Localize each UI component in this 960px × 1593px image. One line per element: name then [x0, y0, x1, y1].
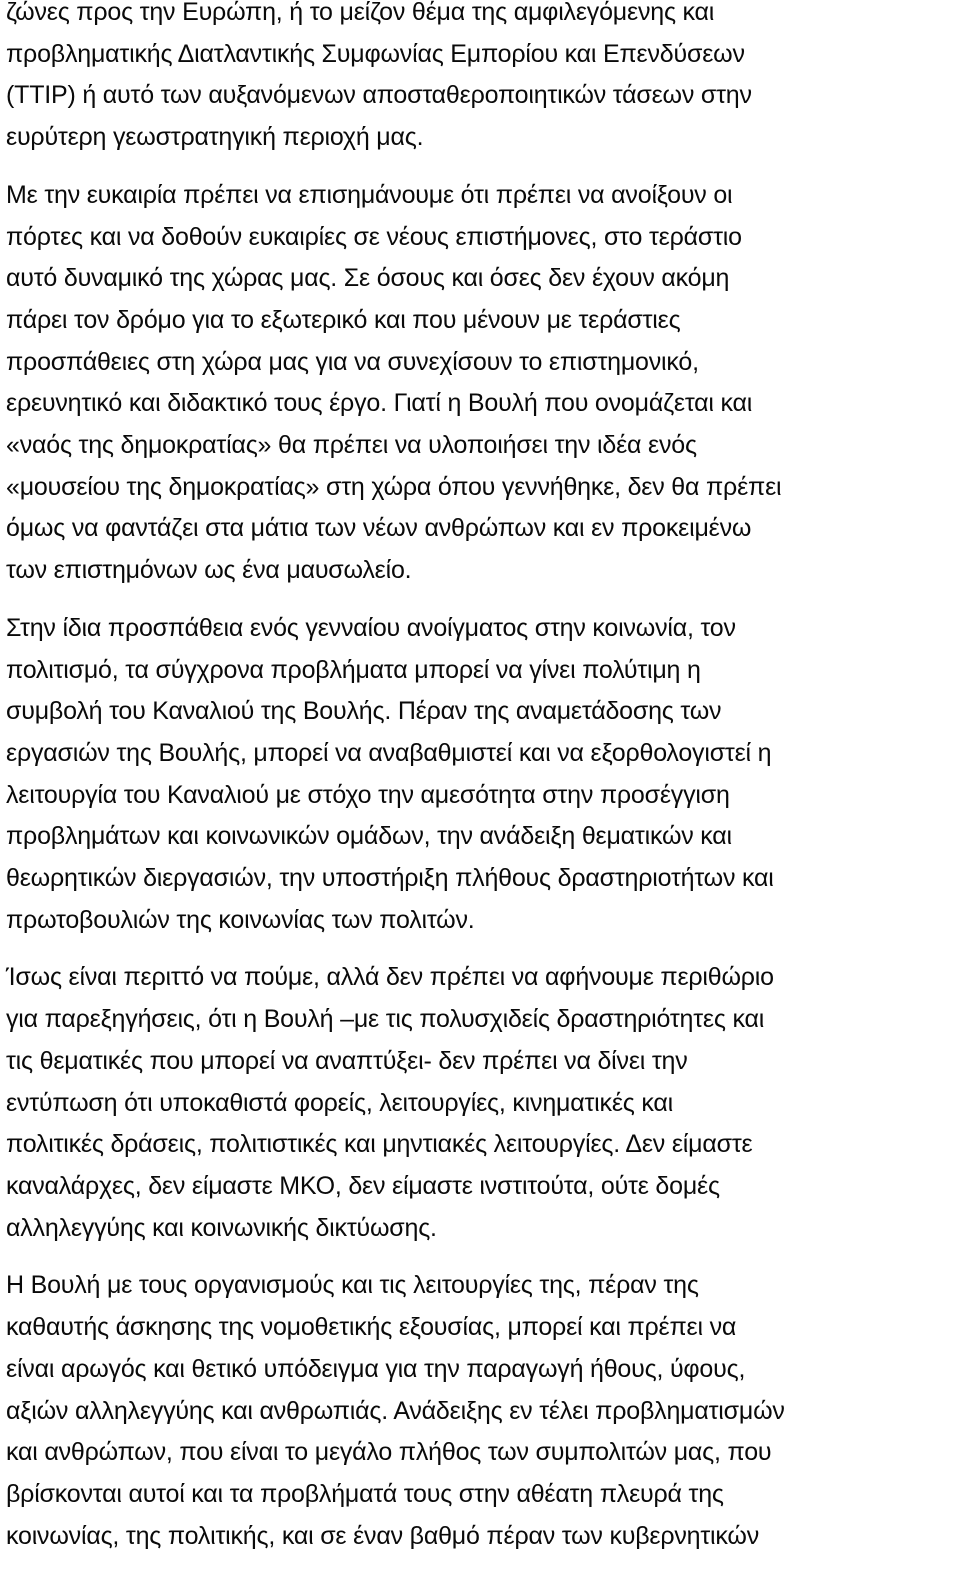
- paragraph-2: Με την ευκαιρία πρέπει να επισημάνουμε ότι πρέπει να ανοίξουν οι πόρτες και να δοθούν ευκαιρίες σε νέους επιστήμονες, στο τεράστιο αυτό δυναμικό της χώρας μας. Σε όσους και όσες δεν έχουν ακόμη πάρει τον δρόμο για το εξωτερικό και που μένουν με τεράστιες προσπάθειες στη χώρα μας για να συνεχίσουν το επιστημονικό, ερευνητικό και διδακτικό τους έργο. Γιατί η Βουλή που ονομάζεται και «ναός της δημοκρατίας» θα πρέπει να υλοποιήσει την ιδέα ενός «μουσείου της δημοκρατίας» στη χώρα όπου γεννήθηκε, δεν θα πρέπει όμως να φαντάζει στα μάτια των νέων ανθρώπων και εν προκειμένω των επιστημόνων ως ένα μαυσωλείο.: [6, 180, 782, 585]
- paragraph-5: Η Βουλή με τους οργανισμούς και τις λειτουργίες της, πέραν της καθαυτής άσκησης της νομοθετικής εξουσίας, μπορεί και πρέπει να είναι αρωγός και θετικό υπόδειγμα για την παραγωγή ήθους, ύφους, αξιών αλληλεγγύης και ανθρωπιάς. Ανάδειξης εν τέλει προβληματισμών και ανθρώπων, που είναι το μεγάλο πλήθος των συμπολιτών μας, που βρίσκονται αυτοί και τα προβλήματά τους στην αθέατη πλευρά της κοινωνίας, της πολιτικής, και σε έναν βαθμό πέραν των κυβερνητικών: [6, 1271, 785, 1550]
- paragraph-1: ζώνες προς την Ευρώπη, ή το μείζον θέμα της αμφιλεγόμενης και προβληματικής Διατλαντικής Συμφωνίας Εμπορίου και Επενδύσεων (TTIP) ή αυτό των αυξανόμενων αποσταθεροποιητικών τάσεων στην ευρύτερη γεωστρατηγική περιοχή μας.: [6, 0, 752, 152]
- paragraph-3: Στην ίδια προσπάθεια ενός γενναίου ανοίγματος στην κοινωνία, τον πολιτισμό, τα σύγχρονα προβλήματα μπορεί να γίνει πολύτιμη η συμβολή του Καναλιού της Βουλής. Πέραν της αναμετάδοσης των εργασιών της Βουλής, μπορεί να αναβαθμιστεί και να εξορθολογιστεί η λειτουργία του Καναλιού με στόχο την αμεσότητα στην προσέγγιση προβλημάτων και κοινωνικών ομάδων, την ανάδειξη θεματικών και θεωρητικών διεργασιών, την υποστήριξη πλήθους δραστηριοτήτων και πρωτοβουλιών της κοινωνίας των πολιτών.: [6, 613, 774, 934]
- document-body: [6, 0, 956, 1573]
- paragraph-4: Ίσως είναι περιττό να πούμε, αλλά δεν πρέπει να αφήνουμε περιθώριο για παρεξηγήσεις, ότι η Βουλή –με τις πολυσχιδείς δραστηριότητες και τις θεματικές που μπορεί να αναπτύξει- δεν πρέπει να δίνει την εντύπωση ότι υποκαθιστά φορείς, λειτουργίες, κινηματικές και πολιτικές δράσεις, πολιτιστικές και μηντιακές λειτουργίες. Δεν είμαστε καναλάρχες, δεν είμαστε ΜΚΟ, δεν είμαστε ινστιτούτα, ούτε δομές αλληλεγγύης και κοινωνικής δικτύωσης.: [6, 963, 774, 1242]
